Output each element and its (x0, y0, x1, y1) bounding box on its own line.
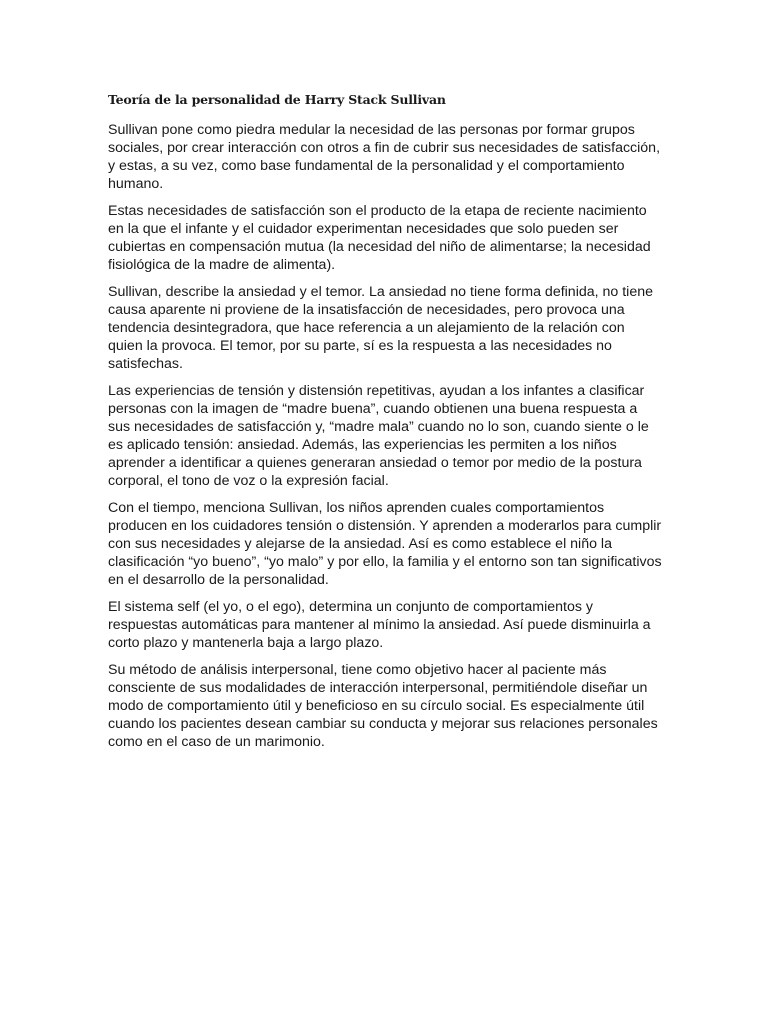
document-title: Teoría de la personalidad de Harry Stack Sullivan (108, 92, 446, 107)
document-body (108, 91, 662, 760)
paragraph-7: Su método de análisis interpersonal, tiene como objetivo hacer al paciente más consciente de sus modalidades de interacción interpersonal, permitiéndole diseñar un modo de comportamiento útil y beneficioso en su círculo social. Es especialmente útil cuando los pacientes desean cambiar su conducta y mejorar sus relaciones personales como en el caso de un marimonio. (108, 662, 658, 750)
paragraph-1: Sullivan pone como piedra medular la necesidad de las personas por formar grupos sociales, por crear interacción con otros a fin de cubrir sus necesidades de satisfacción, y estas, a su vez, como base fundamental de la personalidad y el comportamiento humano. (108, 122, 661, 192)
paragraph-5: Con el tiempo, menciona Sullivan, los niños aprenden cuales comportamientos producen en los cuidadores tensión o distensión. Y aprenden a moderarlos para cumplir con sus necesidades y alejarse de la ansiedad. Así es como establece el niño la clasificación “yo bueno”, “yo malo” y por ello, la familia y el entorno son tan significativos en el desarrollo de la personalidad. (108, 500, 662, 588)
paragraph-2: Estas necesidades de satisfacción son el producto de la etapa de reciente nacimiento en la que el infante y el cuidador experimentan necesidades que solo pueden ser cubiertas en compensación mutua (la necesidad del niño de alimentarse; la necesidad fisiológica de la madre de alimenta). (108, 203, 651, 273)
paragraph-6: El sistema self (el yo, o el ego), determina un conjunto de comportamientos y respuestas automáticas para mantener al mínimo la ansiedad. Así puede disminuirla a corto plazo y mantenerla baja a largo plazo. (108, 599, 651, 651)
paragraph-4: Las experiencias de tensión y distensión repetitivas, ayudan a los infantes a clasificar personas con la imagen de “madre buena”, cuando obtienen una buena respuesta a sus necesidades de satisfacción y, “madre mala” cuando no lo son, cuando siente o le es aplicado tensión: ansiedad. Además, las experiencias les permiten a los niños aprender a identificar a quienes generaran ansiedad o temor por medio de la postura corporal, el tono de voz o la expresión facial. (108, 383, 649, 489)
paragraph-3: Sullivan, describe la ansiedad y el temor. La ansiedad no tiene forma definida, no tiene causa aparente ni proviene de la insatisfacción de necesidades, pero provoca una tendencia desintegradora, que hace referencia a un alejamiento de la relación con quien la provoca. El temor, por su parte, sí es la respuesta a las necesidades no satisfechas. (108, 284, 653, 372)
